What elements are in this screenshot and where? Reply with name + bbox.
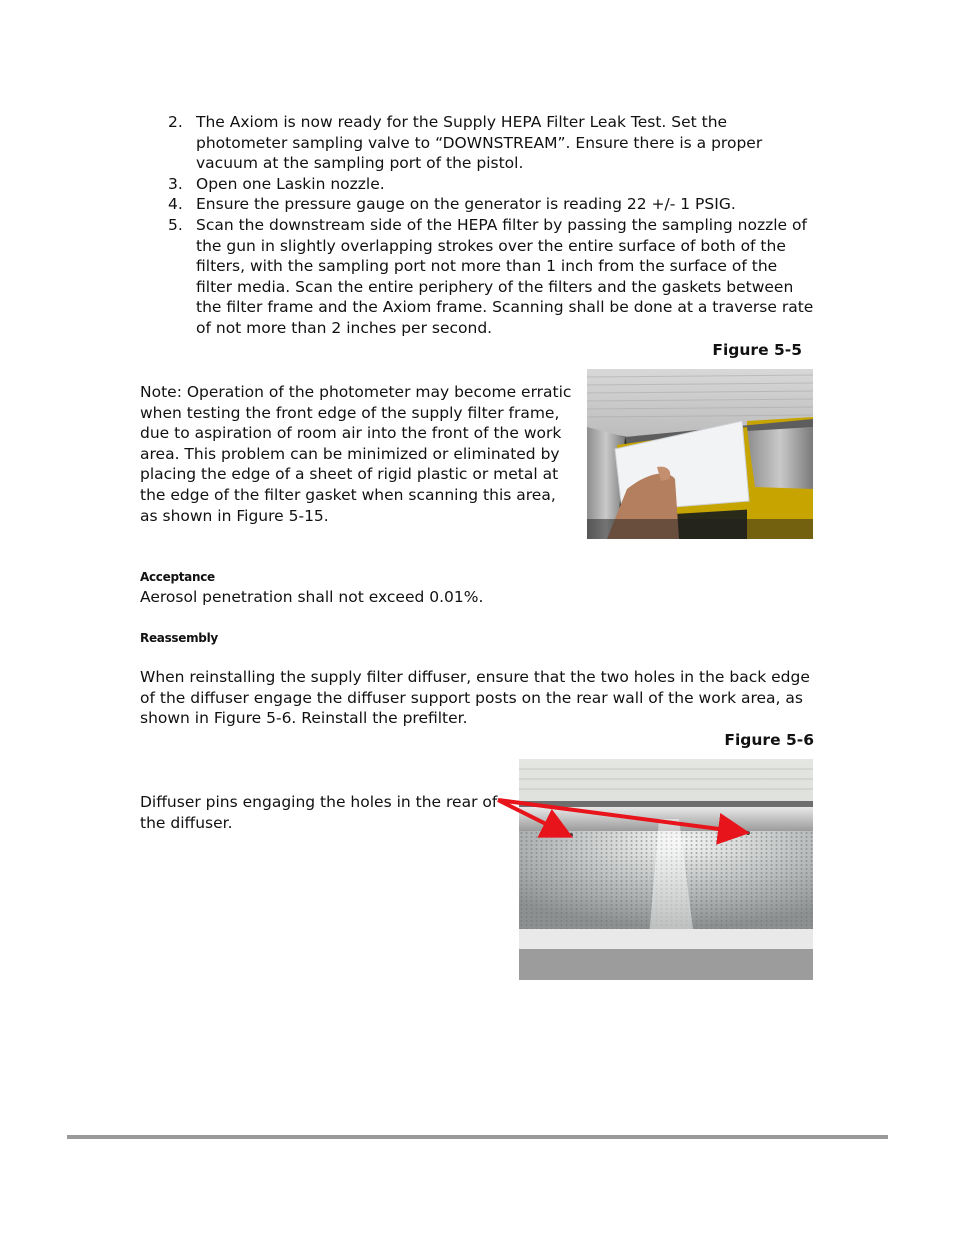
filter-scan-photo (587, 369, 813, 539)
acceptance-text: Aerosol penetration shall not exceed 0.01%. (140, 588, 484, 606)
figure-5-6-label: Figure 5-6 (724, 731, 814, 749)
procedure-steps (140, 112, 816, 339)
reassembly-heading: Reassembly (140, 631, 218, 645)
step-2 (140, 112, 816, 174)
step-text: Scan the downstream side of the HEPA filter by passing the sampling nozzle of the gun in slightly overlapping strokes over the entire surface of both of the filters, with the sampling port not more than 1 inch from the surface of the filter media. Scan the entire periphery of the filters and the gaskets between the filter frame and the Axiom frame. Scanning shall be done at a traverse rate of not more than 2 inches per second. (196, 215, 814, 337)
figure-5-5-note: Note: Operation of the photometer may become erratic when testing the front edge of the supply filter frame, due to aspiration of room air into the front of the work area. This problem can be minimized or eliminated by placing the edge of a sheet of rigid plastic or metal at the edge of the filter gasket when scanning this area, as shown in Figure 5-15. (140, 383, 572, 525)
step-number: 2. (168, 113, 183, 131)
figure-5-6-caption: Diffuser pins engaging the holes in the rear of the diffuser. (140, 793, 498, 832)
step-5 (140, 215, 816, 339)
arrow-to-right-pin (498, 800, 742, 832)
figure-5-5-label: Figure 5-5 (712, 341, 802, 359)
step-number: 3. (168, 174, 183, 193)
footer-rule (67, 1135, 888, 1139)
acceptance-heading: Acceptance (140, 570, 215, 584)
step-4 (140, 194, 816, 215)
step-number: 4. (168, 195, 183, 214)
pin-arrows (490, 790, 770, 850)
figure-5-5-photo (587, 369, 813, 539)
step-text: Open one Laskin nozzle. (196, 174, 385, 193)
step-text: Ensure the pressure gauge on the generator is reading 22 +/- 1 PSIG. (196, 195, 736, 214)
step-3 (140, 174, 816, 195)
step-text: The Axiom is now ready for the Supply HEPA Filter Leak Test. Set the photometer sampling valve to “DOWNSTREAM”. Ensure there is a proper vacuum at the sampling port of the pistol. (196, 113, 763, 173)
reassembly-text: When reinstalling the supply filter diffuser, ensure that the two holes in the back edge of the diffuser engage the diffuser support posts on the rear wall of the work area, as shown in Figure 5-6. Reinstall the prefilter. (140, 668, 810, 728)
step-number: 5. (168, 215, 183, 234)
